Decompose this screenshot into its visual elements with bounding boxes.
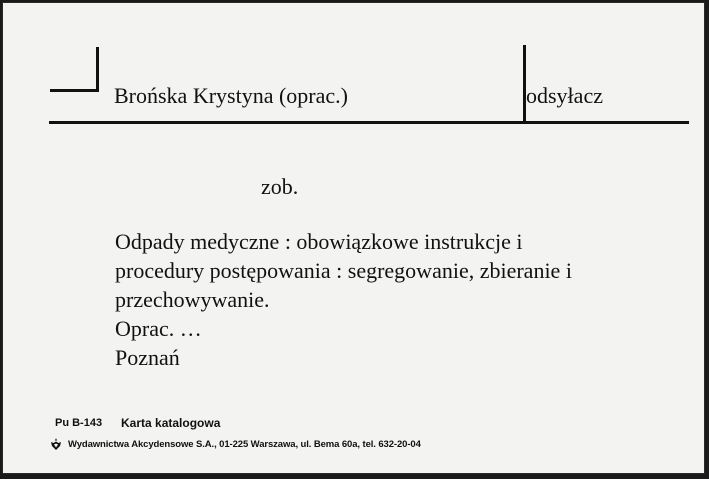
see-reference: zob.: [261, 174, 299, 199]
publisher-row: [49, 437, 421, 451]
publisher-info: Wydawnictwa Akcydensowe S.A., 01-225 Warszawa, ul. Bema 60a, tel. 632-20-04: [68, 438, 421, 450]
title-line: przechowywanie.: [115, 287, 270, 312]
title-line: procedury postępowania : segregowanie, zbieranie i: [115, 258, 572, 283]
card-type-label: odsyłacz: [526, 83, 603, 108]
publisher-logo-icon: [49, 437, 63, 451]
title-line: Odpady medyczne : obowiązkowe instrukcje i: [115, 229, 523, 254]
editor-note: Oprac. …: [115, 316, 202, 341]
catalog-card: [2, 2, 705, 474]
corner-bracket-horizontal: [50, 89, 99, 92]
author-heading: Brońska Krystyna (oprac.): [114, 83, 348, 108]
header-rule: [49, 121, 689, 124]
place-of-publication: Poznań: [115, 345, 180, 370]
form-name: Karta katalogowa: [121, 416, 221, 430]
title-description: [115, 227, 655, 372]
corner-bracket-vertical: [96, 47, 99, 92]
form-code: Pu B-143: [55, 417, 103, 429]
